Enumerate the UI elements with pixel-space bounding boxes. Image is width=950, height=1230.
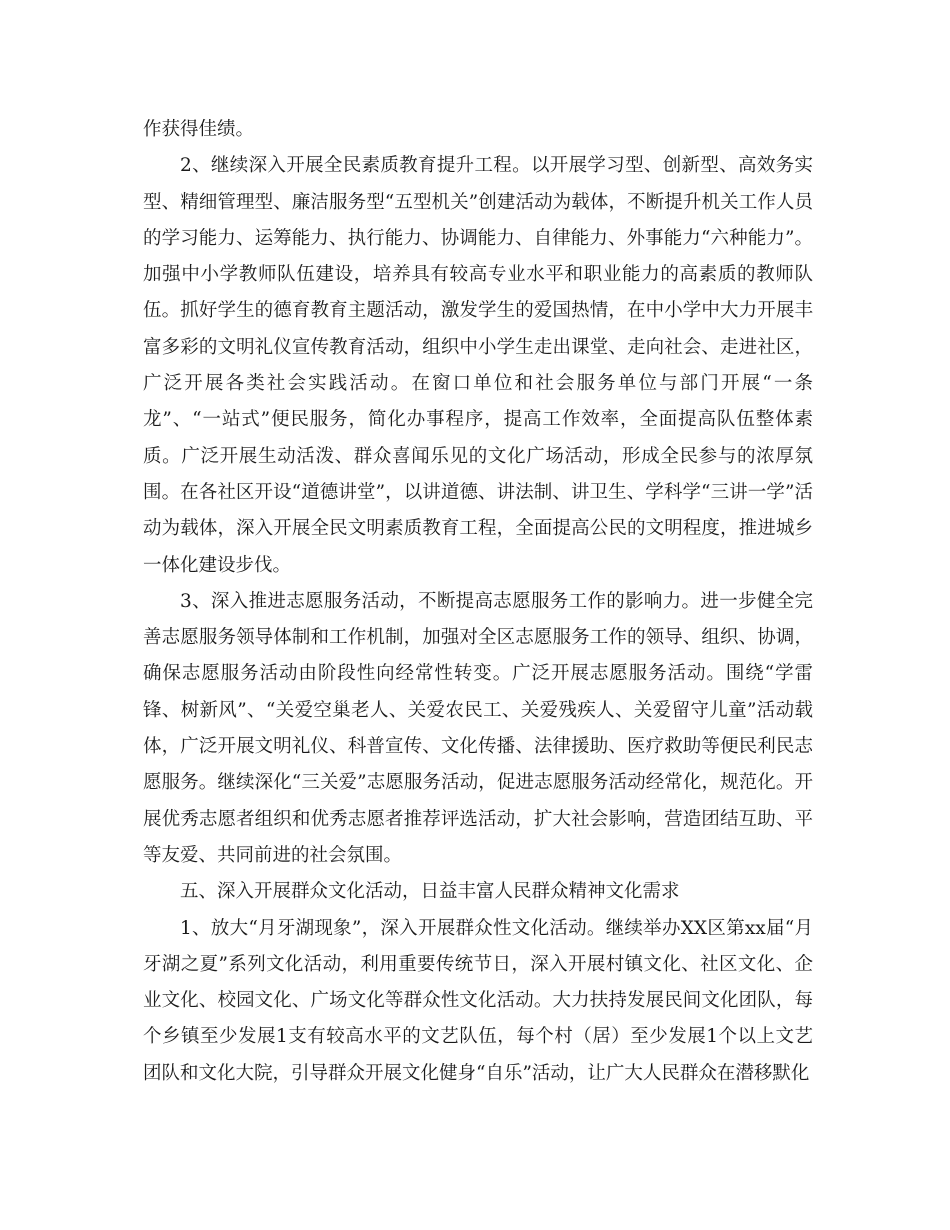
paragraph-continuation: 作获得佳绩。	[143, 119, 255, 140]
paragraph-item-1: 1、放大“月牙湖现象”，深入开展群众性文化活动。继续举办XX区第xx届“月牙湖之夏”系列文化活动，利用重要传统节日，深入开展村镇文化、社区文化、企业文化、校园文化、广场文化等群众性文化活动。大力扶持发展民间文化团队，每个乡镇至少发展1支有较高水平的文艺队伍，每个村（居）至少发展1个以上文艺团队和文化大院，引导群众开展文化健身“自乐”活动，让广大人民群众在潜移默化	[143, 917, 813, 1084]
paragraph-item-3: 3、深入推进志愿服务活动，不断提高志愿服务工作的影响力。进一步健全完善志愿服务领导体制和工作机制，加强对全区志愿服务工作的领导、组织、协调，确保志愿服务活动由阶段性向经常性转变。广泛开展志愿服务活动。围绕“学雷锋、树新风”、“关爱空巢老人、关爱农民工、关爱残疾人、关爱留守儿童”活动载体，广泛开展文明礼仪、科普宣传、文化传播、法律援助、医疗救助等便民利民志愿服务。继续深化“三关爱”志愿服务活动，促进志愿服务活动经常化，规范化。开展优秀志愿者组织和优秀志愿者推荐评选活动，扩大社会影响，营造团结互助、平等友爱、共同前进的社会氛围。	[143, 590, 813, 866]
document-body	[143, 112, 813, 1092]
section-heading: 五、深入开展群众文化活动，日益丰富人民群众精神文化需求	[180, 881, 680, 903]
paragraph-item-2: 2、继续深入开展全民素质教育提升工程。以开展学习型、创新型、高效务实型、精细管理型、廉洁服务型“五型机关”创建活动为载体，不断提升机关工作人员的学习能力、运筹能力、执行能力、协调能力、自律能力、外事能力“六种能力”。加强中小学教师队伍建设，培养具有较高专业水平和职业能力的高素质的教师队伍。抓好学生的德育教育主题活动，激发学生的爱国热情，在中小学中大力开展丰富多彩的文明礼仪宣传教育活动，组织中小学生走出课堂、走向社会、走进社区，广泛开展各类社会实践活动。在窗口单位和社会服务单位与部门开展“一条龙”、“一站式”便民服务，简化办事程序，提高工作效率，全面提高队伍整体素质。广泛开展生动活泼、群众喜闻乐见的文化广场活动，形成全民参与的浓厚氛围。在各社区开设“道德讲堂”，以讲道德、讲法制、讲卫生、学科学“三讲一学”活动为载体，深入开展全民文明素质教育工程，全面提高公民的文明程度，推进城乡一体化建设步伐。	[143, 155, 813, 576]
